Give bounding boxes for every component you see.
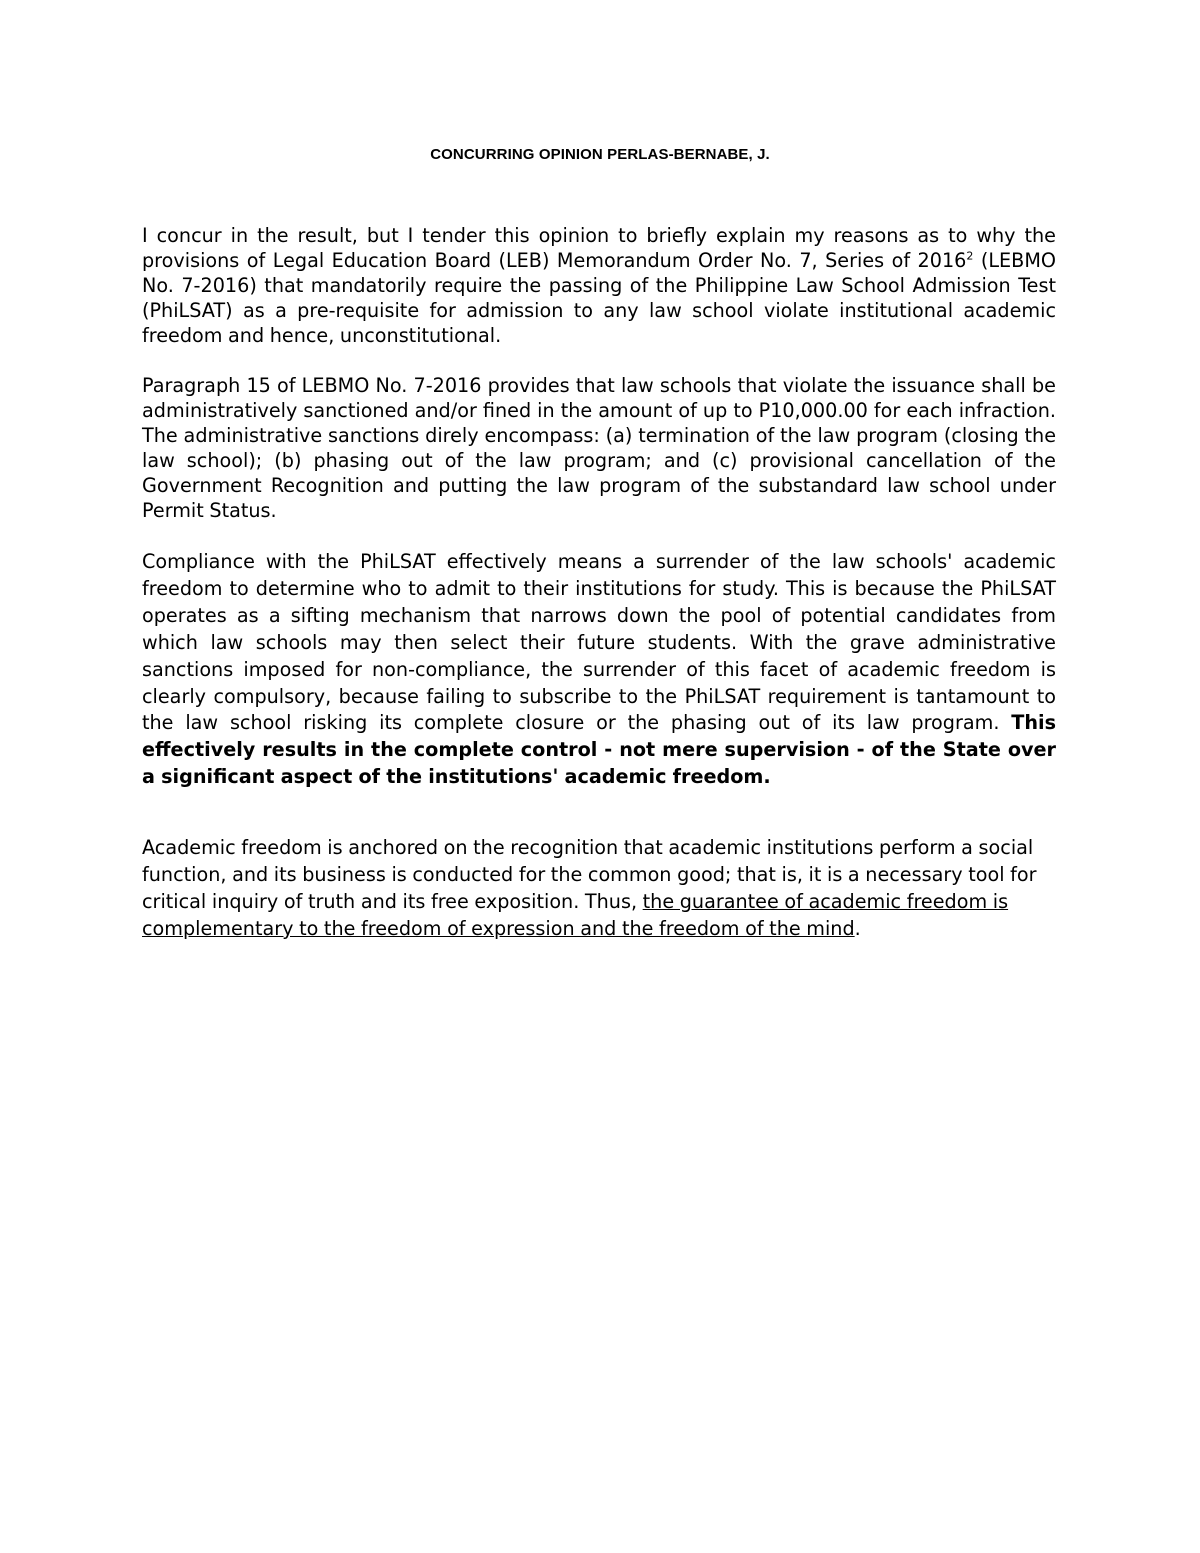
paragraph-4-text: Academic freedom is anchored on the recognition that academic institutions perform a social function, and its business is conducted for the common good; that is, it is a necessary tool for critical inquiry of truth and its free exposition. Thus, <box>142 836 1037 913</box>
paragraph-4 <box>142 834 1056 942</box>
document-title: CONCURRING OPINION PERLAS-BERNABE, J. <box>430 146 770 163</box>
paragraph-1-text-continued: (LEBMO No. 7-2016) that mandatorily require the passing of the Philippine Law School Admission Test (PhiLSAT) as a pre-requisite for admission to any law school violate institutional academic freedom and hence, unconstitutional. <box>142 249 1056 347</box>
paragraph-1 <box>142 223 1056 348</box>
paragraph-4-underlined-text: the guarantee of academic freedom is complementary to the freedom of expression and the freedom of the mind <box>142 890 1009 940</box>
paragraph-3-bold-text: This effectively results in the complete control - not mere supervision - of the State over a significant aspect of the institutions' academic freedom. <box>142 711 1056 789</box>
footnote-marker: 2 <box>966 249 974 263</box>
paragraph-3 <box>142 549 1056 791</box>
paragraph-1-text: I concur in the result, but I tender this opinion to briefly explain my reasons as to why the provisions of Legal Education Board (LEB) Memorandum Order No. 7, Series of 2016 <box>142 224 1056 272</box>
paragraph-2: Paragraph 15 of LEBMO No. 7-2016 provides that law schools that violate the issuance shall be administratively sanctioned and/or fined in the amount of up to P10,000.00 for each infraction. The administrative sanctions direly encompass: (a) termination of the law program (closing the law school); (b) phasing out of the law program; and (c) provisional cancellation of the Government Recognition and putting the law program of the substandard law school under Permit Status. <box>142 374 1056 522</box>
paragraph-3-text: Compliance with the PhiLSAT effectively means a surrender of the law schools' academic freedom to determine who to admit to their institutions for study. This is because the PhiLSAT operates as a sifting mechanism that narrows down the pool of potential candidates from which law schools may then select their future students. With the grave administrative sanctions imposed for non-compliance, the surrender of this facet of academic freedom is clearly compulsory, because failing to subscribe to the PhiLSAT requirement is tantamount to the law school risking its complete closure or the phasing out of its law program. <box>142 550 1056 735</box>
paragraph-4-end: . <box>854 917 861 940</box>
